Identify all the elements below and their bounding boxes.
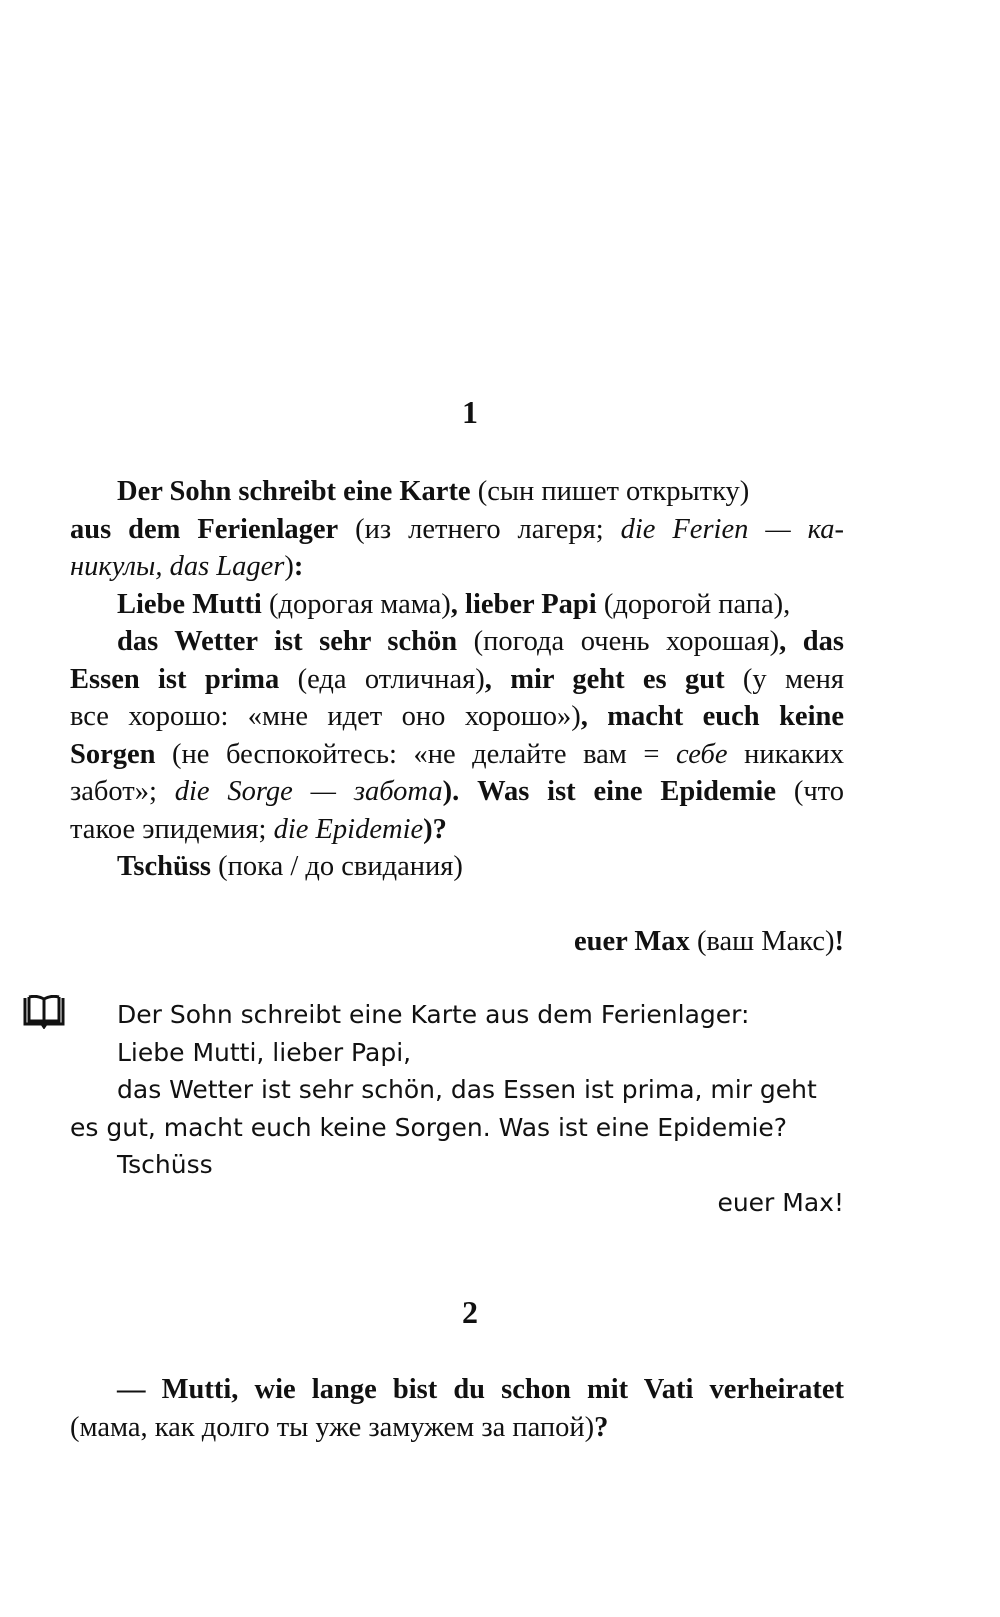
open-book-icon [22,995,66,1029]
text-line: Der Sohn schreibt eine Karte (сын пишет открытку) [117,476,750,507]
section-number: 1 [462,394,478,430]
text-line: Liebe Mutti (дорогая мама), lieber Papi (дорогой папа), [117,589,791,620]
text-line: Essen ist prima (еда отличная), mir geht es gut (у меня [70,664,844,695]
text-line: Tschüss [117,1150,213,1179]
text-line: es gut, macht euch keine Sorgen. Was ist eine Epidemie? [70,1113,788,1142]
text-line: Tschüss (пока / до свидания) [117,851,463,882]
text-line: Liebe Mutti, lieber Papi, [117,1038,412,1067]
text-line: никулы, das Lager): [70,551,304,582]
text-line: Der Sohn schreibt eine Karte aus dem Ferienlager: [117,1000,750,1029]
text-line: — Mutti, wie lange bist du schon mit Vati verheiratet [117,1374,844,1405]
text-line: euer Max! [717,1188,844,1217]
text-line: aus dem Ferienlager (из летнего лагеря; die Ferien — ка- [70,514,844,545]
text-line: das Wetter ist sehr schön (погода очень хорошая), das [117,626,844,657]
text-line: Sorgen (не беспокойтесь: «не делайте вам = себе никаких [70,739,844,770]
text-line: euer Max (ваш Макс)! [574,926,844,957]
text-line: все хорошо: «мне идет оно хорошо»), macht euch keine [70,701,844,732]
text-line: забот»; die Sorge — забота). Was ist eine Epidemie (что [70,776,844,807]
text-line: das Wetter ist sehr schön, das Essen ist prima, mir geht [117,1075,817,1104]
text-line: такое эпидемия; die Epidemie)? [70,814,447,845]
section-number: 2 [462,1294,478,1330]
text-line: (мама, как долго ты уже замужем за папой)? [70,1412,609,1443]
